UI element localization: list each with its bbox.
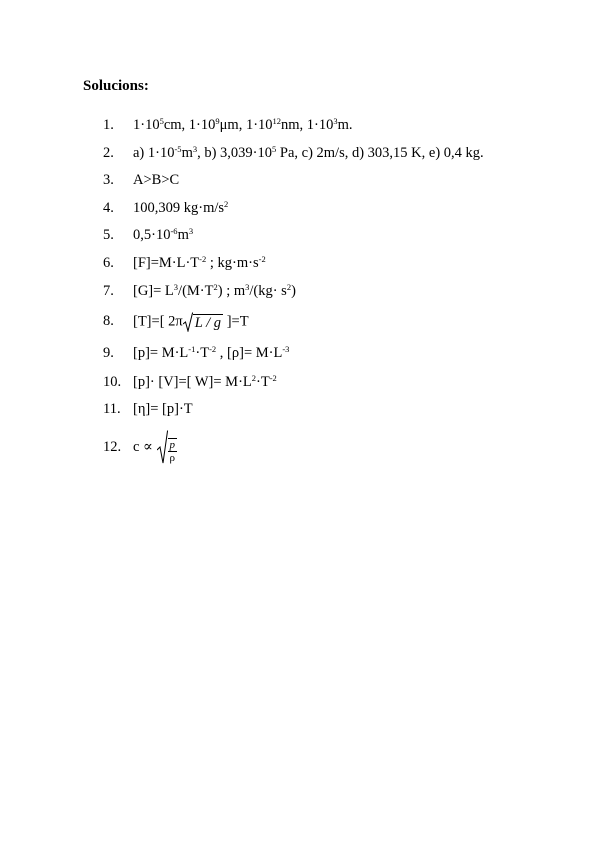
exponent: 3 bbox=[188, 225, 194, 236]
list-item-5 bbox=[103, 227, 193, 244]
exponent: -2 bbox=[209, 343, 217, 354]
list-item-12 bbox=[103, 430, 177, 464]
formula-suffix: ]=T bbox=[223, 313, 249, 330]
item-number: 11. bbox=[103, 401, 121, 417]
item-number: 4. bbox=[103, 200, 114, 216]
numerator: p bbox=[169, 438, 175, 451]
item-text bbox=[133, 312, 249, 332]
exponent: -6 bbox=[170, 225, 178, 236]
list-item-7 bbox=[103, 283, 296, 300]
exponent: 3 bbox=[333, 115, 338, 126]
square-root bbox=[157, 430, 178, 464]
item-number: 3. bbox=[103, 172, 114, 188]
list-item-10 bbox=[103, 374, 277, 391]
exponent: 5 bbox=[272, 143, 277, 154]
fraction bbox=[168, 438, 178, 464]
item-number: 12. bbox=[103, 438, 122, 455]
exponent: 2 bbox=[213, 281, 218, 292]
item-text: [p]· [V]=[ $W]= M\cdot L^2\cdot T^{-2}$ bbox=[133, 372, 277, 390]
item-number: 2. bbox=[103, 145, 114, 161]
exponent: 3 bbox=[173, 281, 179, 292]
list-item-4 bbox=[103, 200, 228, 217]
square-root bbox=[183, 312, 223, 332]
exponent: -5 bbox=[174, 143, 182, 154]
item-text: $1\cdot 10^5cm$, $1\cdot 10^9\mu m$, $1\cdot 10^{12}nm$, $1\cdot 10^3m$. bbox=[133, 115, 353, 133]
exponent: 2 bbox=[251, 372, 257, 383]
item-number: 6. bbox=[103, 255, 114, 271]
item-number: 5. bbox=[103, 227, 114, 243]
list-item-1 bbox=[103, 117, 353, 134]
item-text: A>B>C bbox=[133, 172, 180, 188]
formula-prefix: [T]=[ 2π bbox=[133, 313, 183, 330]
exponent: -1 bbox=[188, 343, 196, 354]
denominator: ρ bbox=[169, 451, 175, 464]
exponent: 12 bbox=[272, 115, 282, 126]
item-number: 1. bbox=[103, 117, 114, 133]
section-title: Solucions: bbox=[83, 78, 149, 94]
exponent: 3 bbox=[245, 281, 250, 292]
exponent: -2 bbox=[199, 253, 207, 264]
item-number: 10. bbox=[103, 374, 122, 390]
exponent: 9 bbox=[215, 115, 220, 126]
item-text: $0,5\cdot 10^{-6}m^3$ bbox=[133, 225, 194, 243]
item-text bbox=[133, 430, 177, 464]
exponent: -2 bbox=[258, 253, 266, 264]
item-text: [η]= [p]·T bbox=[133, 401, 193, 417]
item-number: 7. bbox=[103, 283, 114, 299]
list-item-8 bbox=[103, 312, 249, 332]
item-text: $[p]= M\cdot L^{-1}\cdot T^{-2}$ , $[\rho]= M\cdot L^{-3}$ bbox=[133, 343, 290, 361]
item-text: 100,309 $kg\cdot m/s^2$ bbox=[133, 198, 229, 216]
formula-prefix: c ∝ bbox=[133, 438, 153, 455]
item-text: $[F]=M\cdot L\cdot T^{-2}$ ; $kg\cdot m\cdot s^{-2}$ bbox=[133, 253, 266, 271]
exponent: 3 bbox=[192, 143, 198, 154]
exponent: 5 bbox=[159, 115, 164, 126]
item-number: 9. bbox=[103, 345, 114, 361]
item-text: a) $1\cdot 10^{-5}m^3$, b) $3,039\cdot 10^5$ Pa, c) 2m/s, d) 303,15 K, e) 0,4 kg. bbox=[133, 143, 484, 161]
list-item-6 bbox=[103, 255, 266, 272]
radical-sign-icon bbox=[157, 430, 168, 464]
item-number: 8. bbox=[103, 313, 114, 330]
radical-sign-icon bbox=[183, 312, 193, 332]
exponent: -2 bbox=[269, 372, 277, 383]
exponent: 2 bbox=[286, 281, 292, 292]
list-item-9 bbox=[103, 345, 289, 362]
list-item-3 bbox=[103, 172, 179, 189]
item-text: $[G]= L^3/(M\cdot T^2)$ ; $m^3/(kg\cdot s^2)$ bbox=[133, 281, 296, 299]
exponent: 2 bbox=[224, 198, 229, 209]
exponent: -3 bbox=[282, 343, 290, 354]
list-item-11 bbox=[103, 401, 193, 418]
list-item-2 bbox=[103, 145, 484, 162]
radicand: L / g bbox=[194, 315, 222, 331]
